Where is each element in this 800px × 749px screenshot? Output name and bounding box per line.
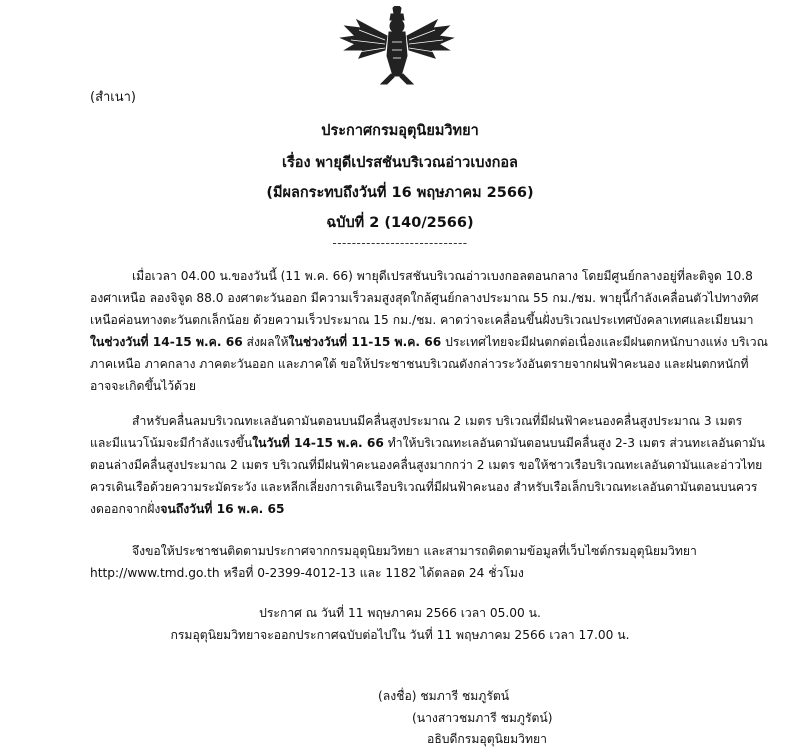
- announcement-issue-number: ฉบับที่ 2 (140/2566): [326, 215, 474, 231]
- announcement-title: ประกาศกรมอุตุนิยมวิทยา: [321, 123, 479, 139]
- para1-bold-date-2: ในช่วงวันที่ 11-15 พ.ค. 66: [288, 335, 442, 349]
- para3-line-1: จึงขอให้ประชาชนติดตามประกาศจากกรมอุตุนิยมวิทยา และสามารถติดตามข้อมูลที่เว็บไซต์กรมอุตุนิยมวิทยา: [132, 544, 697, 558]
- title-divider: ----------------------------: [332, 236, 468, 250]
- para1-line-2: องศาเหนือ ลองจิจูด 88.0 องศาตะวันออก มีความเร็วลมสูงสุดใกล้ศูนย์กลางประมาณ 55 กม./ชม. พายุนี้กำลังเคลื่อนตัวไปทางทิศ: [90, 291, 759, 305]
- signature-position: อธิบดีกรมอุตุนิยมวิทยา: [427, 732, 547, 746]
- announcement-effect-date: (มีผลกระทบถึงวันที่ 16 พฤษภาคม 2566): [266, 185, 534, 201]
- para2-line-2-text-1: และมีแนวโน้มจะมีกำลังแรงขึ้น: [90, 436, 253, 450]
- paragraph-follow-updates: [90, 540, 720, 584]
- para1-line-4: [90, 331, 768, 353]
- signature-signed: (ลงชื่อ) ชมภารี ชมภูรัตน์: [378, 689, 510, 703]
- para3-line-2: http://www.tmd.go.th หรือที่ 0-2399-4012-13 และ 1182 ได้ตลอด 24 ชั่วโมง: [90, 566, 524, 580]
- para2-bold-date: ในวันที่ 14-15 พ.ค. 66: [252, 436, 384, 450]
- copy-label: (สำเนา): [90, 90, 137, 105]
- announce-date: ประกาศ ณ วันที่ 11 พฤษภาคม 2566 เวลา 05.00 น.: [259, 606, 541, 620]
- announcement-subject: เรื่อง พายุดีเปรสชันบริเวณอ่าวเบงกอล: [282, 155, 518, 171]
- para1-line-4-text-2: ประเทศไทยจะมีฝนตกต่อเนื่องและมีฝนตกหนักบางแห่ง บริเวณ: [441, 335, 768, 349]
- para1-line-3: เหนือค่อนทางตะวันตกเล็กน้อย ด้วยความเร็วประมาณ 15 กม./ชม. คาดว่าจะเคลื่อนขึ้นฝั่งบริเวณประเทศบังคลาเทศและเมียนมา: [90, 313, 754, 327]
- garuda-emblem-icon: [337, 6, 457, 86]
- para2-line-2: [90, 432, 765, 454]
- para1-line-4-text-1: ส่งผลให้: [242, 335, 289, 349]
- para2-line-1: สำหรับคลื่นลมบริเวณทะเลอันดามันตอนบนมีคลื่นสูงประมาณ 2 เมตร บริเวณที่มีฝนฟ้าคะนองคลื่นสูงประมาณ 3 เมตร: [132, 414, 743, 428]
- para1-line-6: อาจจะเกิดขึ้นไว้ด้วย: [90, 379, 196, 393]
- paragraph-sea-conditions: [90, 410, 765, 520]
- signature-full-name: (นางสาวชมภารี ชมภูรัตน์): [412, 711, 553, 725]
- para1-line-1: เมื่อเวลา 04.00 น.ของวันนี้ (11 พ.ค. 66) พายุดีเปรสชันบริเวณอ่าวเบงกอลตอนกลาง โดยมีศูนย์กลางอยู่ที่ละติจูด 10.8: [132, 269, 753, 283]
- para2-line-3: ตอนล่างมีคลื่นสูงประมาณ 2 เมตร บริเวณที่มีฝนฟ้าคะนองคลื่นสูงมากกว่า 2 เมตร ขอให้ชาวเรือบริเวณทะเลอันดามันและอ่าวไทย: [90, 458, 763, 472]
- para1-line-5: ภาคเหนือ ภาคกลาง ภาคตะวันออก และภาคใต้ ขอให้ประชาชนบริเวณดังกล่าวระวังอันตรายจากฝนฟ้าคะนอง และฝนตกหนักที่: [90, 357, 749, 371]
- para1-bold-date-1: ในช่วงวันที่ 14-15 พ.ค. 66: [90, 335, 243, 349]
- paragraph-storm-details: [90, 265, 768, 397]
- para2-line-5-text: งดออกจากฝั่ง: [90, 502, 161, 516]
- para2-line-5: [90, 498, 720, 520]
- para2-line-2-text-2: ทำให้บริเวณทะเลอันดามันตอนบนมีคลื่นสูง 2-3 เมตร ส่วนทะเลอันดามัน: [383, 436, 765, 450]
- next-announcement: กรมอุตุนิยมวิทยาจะออกประกาศฉบับต่อไปใน วันที่ 11 พฤษภาคม 2566 เวลา 17.00 น.: [170, 628, 630, 642]
- para2-bold-until-date: จนถึงวันที่ 16 พ.ค. 65: [160, 502, 285, 516]
- para2-line-4: ควรเดินเรือด้วยความระมัดระวัง และหลีกเลี่ยงการเดินเรือบริเวณที่มีฝนฟ้าคะนอง สำหรับเรือเล็กบริเวณทะเลอันดามันตอนบนควร: [90, 480, 758, 494]
